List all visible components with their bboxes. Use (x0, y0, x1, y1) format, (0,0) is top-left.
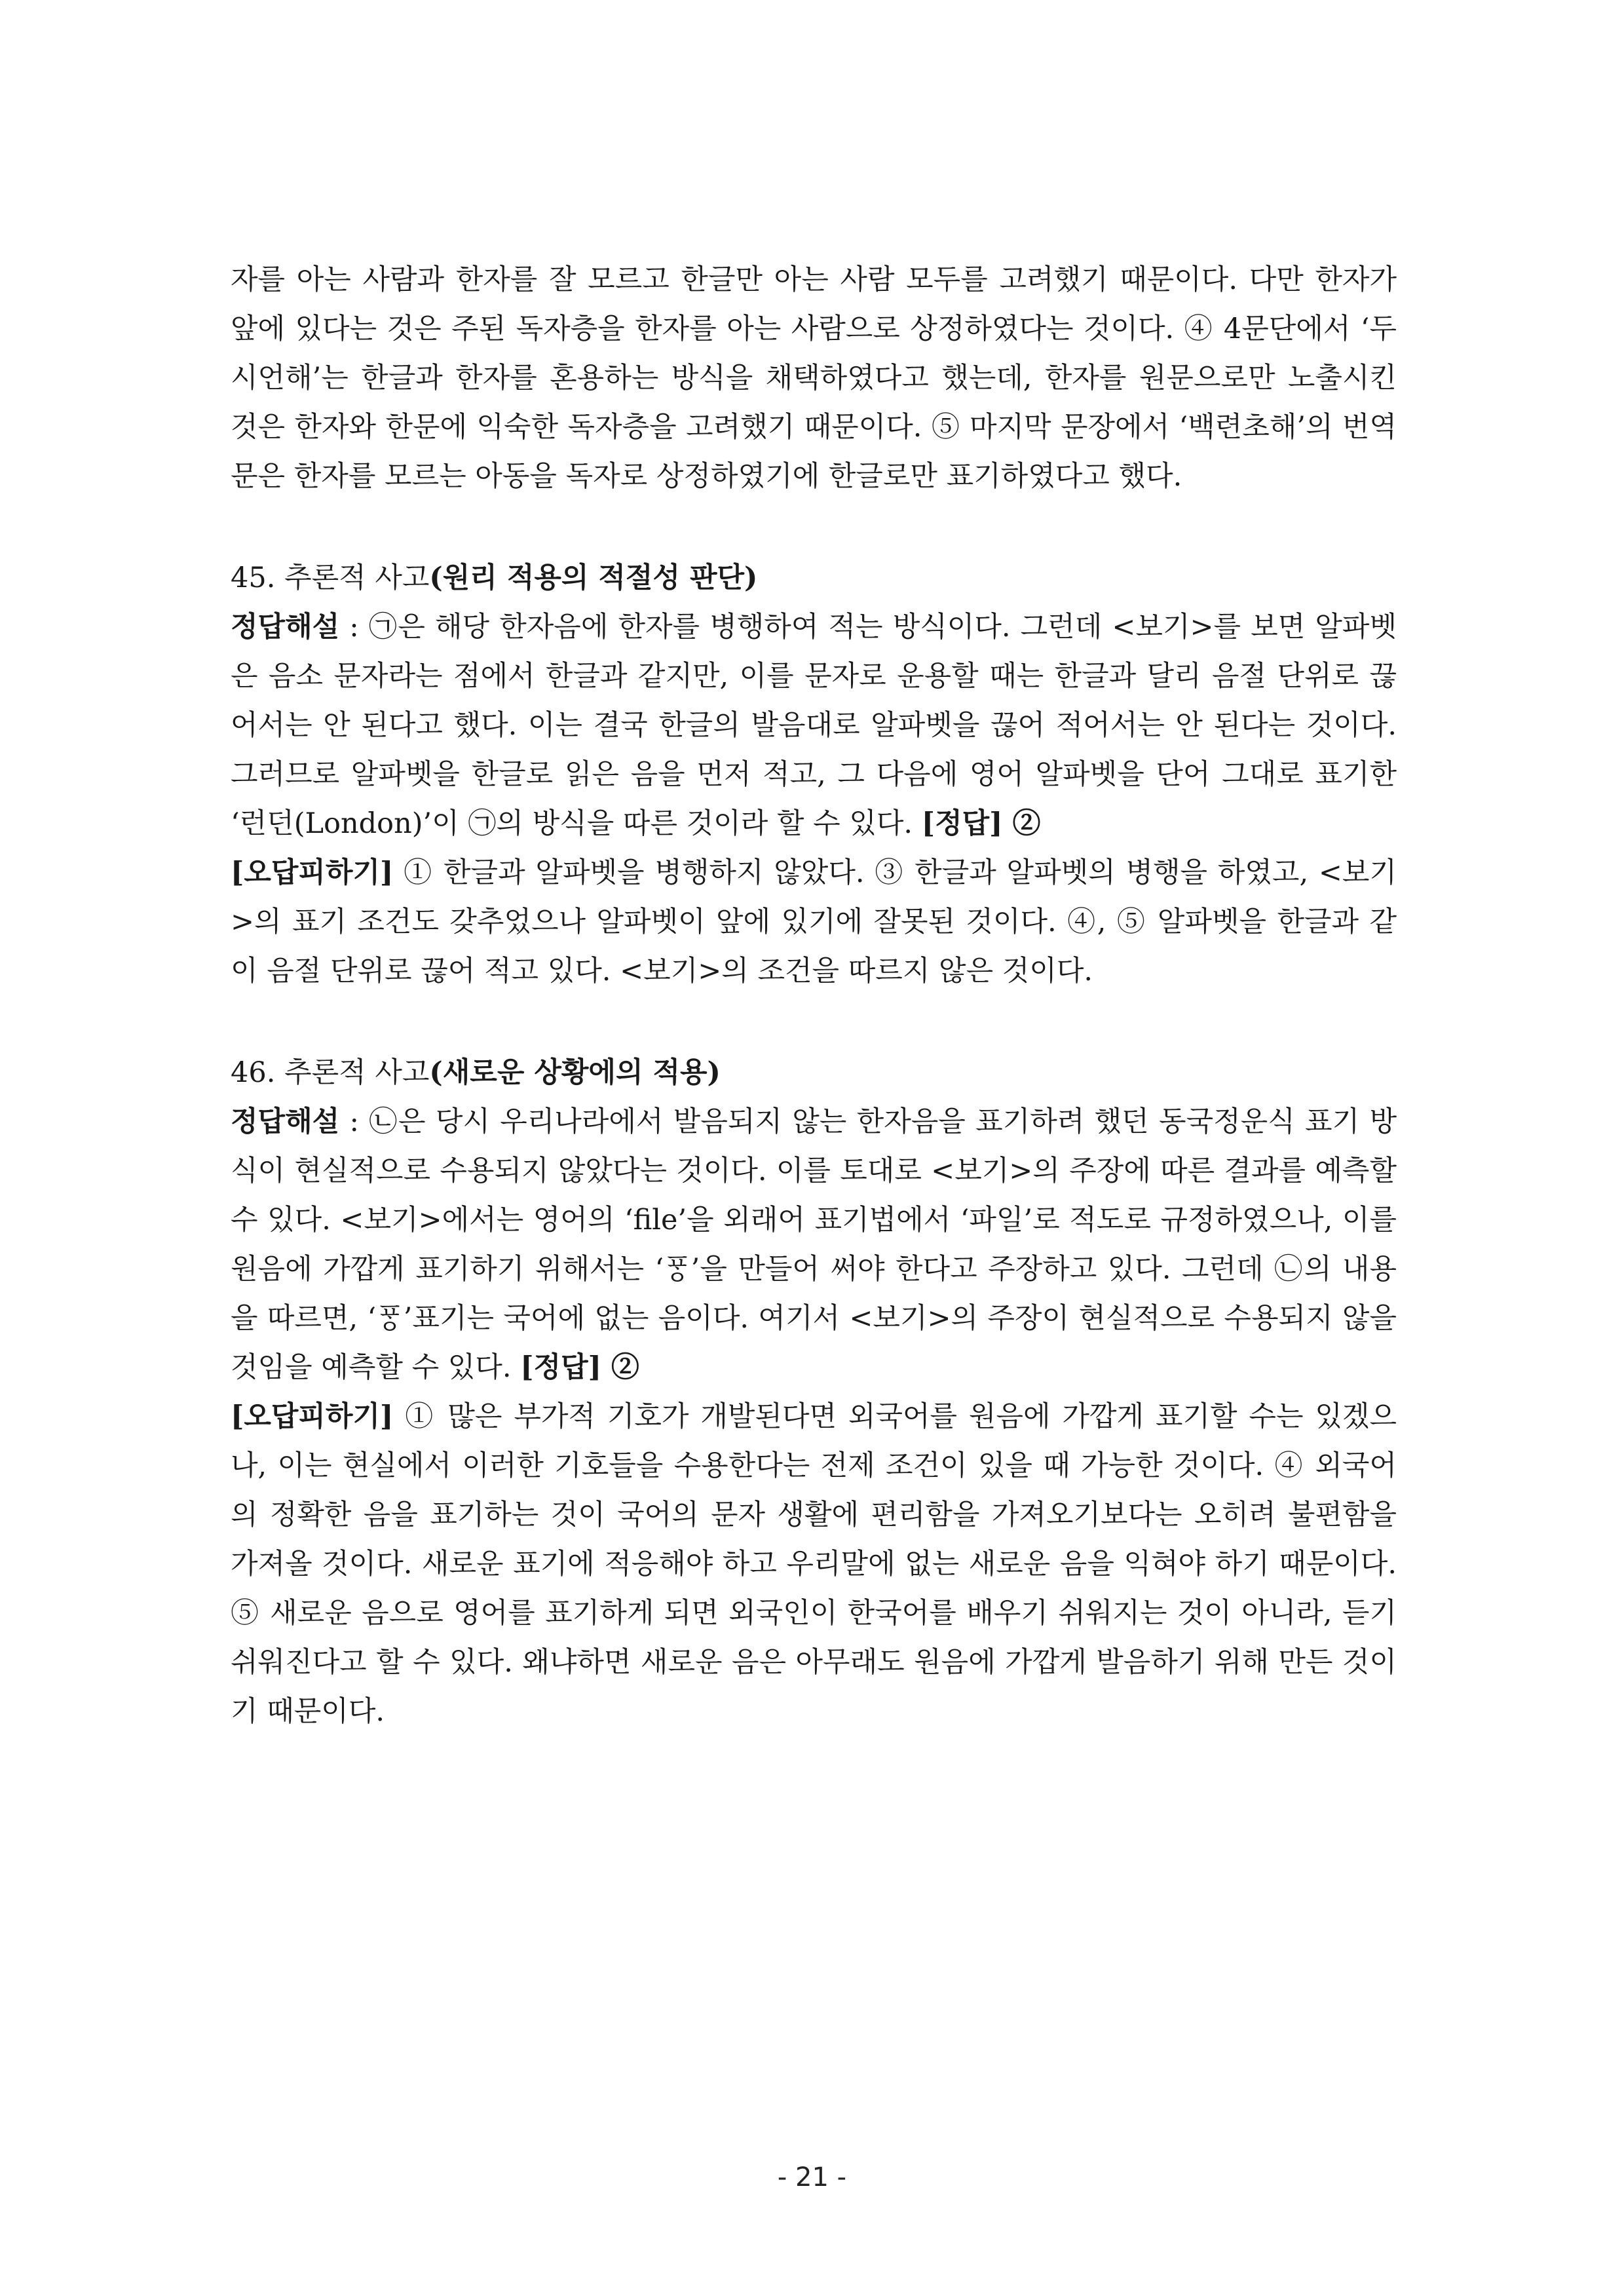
section-46-wrong (231, 1392, 1397, 1736)
section-45-wrong-label: [오답피하기] (231, 856, 394, 889)
section-46-title-text: 추론적 사고 (284, 1056, 430, 1089)
section-46-answer-label: 정답해설 (231, 1105, 340, 1138)
section-45-answer (231, 603, 1397, 849)
section-46-title-paren: (새로운 상황에의 적용) (429, 1056, 721, 1089)
section-spacer (231, 996, 1397, 1048)
section-45-answer-key: [정답] ② (921, 807, 1041, 840)
section-46-answer-key: [정답] ② (520, 1351, 639, 1384)
section-45-title (231, 554, 1397, 603)
section-45-answer-text: : ㉠은 해당 한자음에 한자를 병행하여 적는 방식이다. 그런데 <보기>를 보면 알파벳은 음소 문자라는 점에서 한글과 같지만, 이를 문자로 운용할 때는 한글과 달리 음절 단위로 끊어서는 안 된다고 했다. 이는 결국 한글의 발음대로 알파벳을 끊어 적어서는 안 된다는 것이다. 그러므로 알파벳을 한글로 읽은 음을 먼저 적고, 그 다음에 영어 알파벳을 단어 그대로 표기한 ‘런던(London)’이 ㉠의 방식을 따른 것이라 할 수 있다. (231, 611, 1397, 840)
section-45 (231, 554, 1397, 996)
section-45-title-text: 추론적 사고 (284, 562, 430, 594)
section-45-wrong-text: ① 한글과 알파벳을 병행하지 않았다. ③ 한글과 알파벳의 병행을 하였고, <보기>의 표기 조건도 갖추었으나 알파벳이 앞에 있기에 잘못된 것이다. ④, ⑤ 알파벳을 한글과 같이 음절 단위로 끊어 적고 있다. <보기>의 조건을 따르지 않은 것이다. (231, 856, 1397, 987)
page-number: - 21 - (777, 2162, 847, 2192)
intro-paragraph: 자를 아는 사람과 한자를 잘 모르고 한글만 아는 사람 모두를 고려했기 때문이다. 다만 한자가 앞에 있다는 것은 주된 독자층을 한자를 아는 사람으로 상정하였다는 것이다. ④ 4문단에서 ‘두시언해’는 한글과 한자를 혼용하는 방식을 채택하였다고 했는데, 한자를 원문으로만 노출시킨 것은 한자와 한문에 익숙한 독자층을 고려했기 때문이다. ⑤ 마지막 문장에서 ‘백련초해’의 번역문은 한자를 모르는 아동을 독자로 상정하였기에 한글로만 표기하였다고 했다. (231, 263, 1397, 493)
section-46-answer-text: : ㉡은 당시 우리나라에서 발음되지 않는 한자음을 표기하려 했던 동국정운식 표기 방식이 현실적으로 수용되지 않았다는 것이다. 이를 토대로 <보기>의 주장에 따른 결과를 예측할 수 있다. <보기>에서는 영어의 ‘file’을 외래어 표기법에서 ‘파일’로 적도로 규정하였으나, 이를 원음에 가깝게 표기하기 위해서는 ‘ᄑᆞᆼ’을 만들어 써야 한다고 주장하고 있다. 그런데 ㉡의 내용을 따르면, ‘ᄑᆞᆼ’표기는 국어에 없는 음이다. 여기서 <보기>의 주장이 현실적으로 수용되지 않을 것임을 예측할 수 있다. (231, 1105, 1397, 1384)
section-46 (231, 1048, 1397, 1736)
section-46-wrong-label: [오답피하기] (231, 1400, 394, 1433)
section-46-title (231, 1048, 1397, 1098)
section-46-wrong-text: ① 많은 부가적 기호가 개발된다면 외국어를 원음에 가깝게 표기할 수는 있겠으나, 이는 현실에서 이러한 기호들을 수용한다는 전제 조건이 있을 때 가능한 것이다. ④ 외국어의 정확한 음을 표기하는 것이 국어의 문자 생활에 편리함을 가져오기보다는 오히려 불편함을 가져올 것이다. 새로운 표기에 적응해야 하고 우리말에 없는 새로운 음을 익혀야 하기 때문이다. ⑤ 새로운 음으로 영어를 표기하게 되면 외국인이 한국어를 배우기 쉬워지는 것이 아니라, 듣기 쉬워진다고 할 수 있다. 왜냐하면 새로운 음은 아무래도 원음에 가깝게 발음하기 위해 만든 것이기 때문이다. (231, 1400, 1397, 1728)
section-46-answer (231, 1098, 1397, 1392)
section-45-answer-label: 정답해설 (231, 611, 340, 643)
section-spacer (231, 501, 1397, 554)
section-45-title-paren: (원리 적용의 적절성 판단) (429, 562, 758, 594)
section-45-number: 45. (231, 562, 276, 594)
page-body (231, 256, 1397, 1736)
section-46-number: 46. (231, 1056, 276, 1089)
section-45-wrong (231, 849, 1397, 996)
